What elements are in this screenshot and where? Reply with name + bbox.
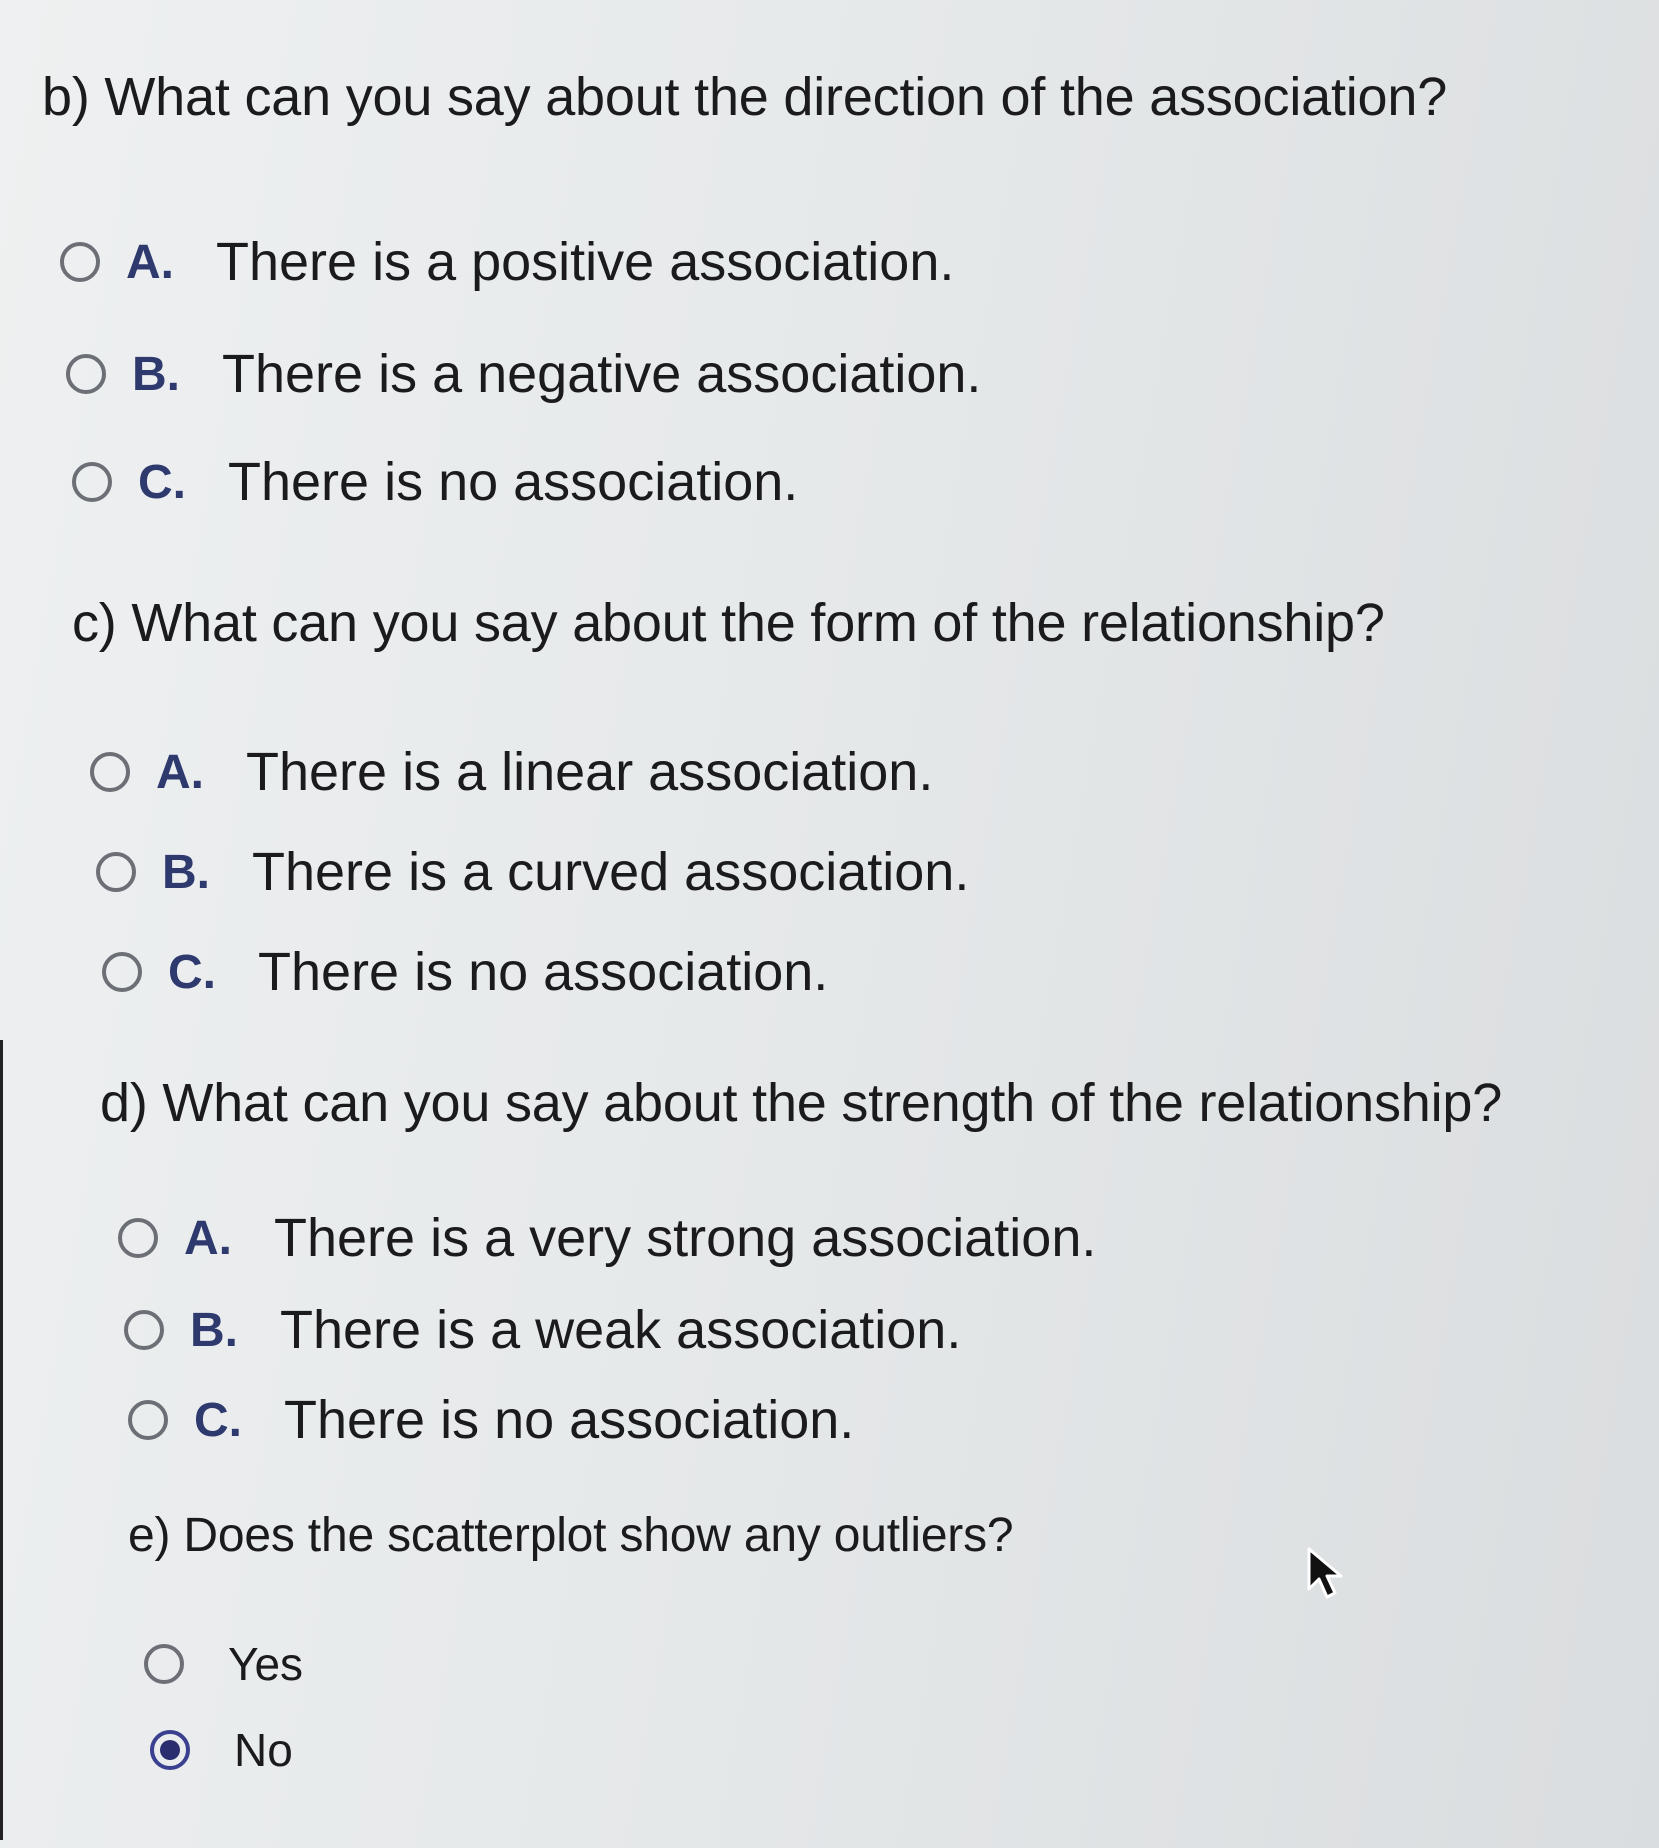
question-d-prompt: d) What can you say about the strength of the relationship? xyxy=(100,1073,1503,1133)
question-e-prompt: e) Does the scatterplot show any outliers? xyxy=(128,1509,1014,1562)
question-d-option-a[interactable] xyxy=(118,1208,1096,1268)
arrow-cursor-icon xyxy=(1305,1545,1353,1601)
option-text: Yes xyxy=(228,1638,304,1690)
option-text: There is a negative association. xyxy=(222,344,982,404)
option-letter: C. xyxy=(138,455,186,509)
option-letter: A. xyxy=(126,235,174,289)
question-c-option-b[interactable] xyxy=(96,842,969,902)
option-text: There is a weak association. xyxy=(280,1300,962,1360)
option-text: There is no association. xyxy=(284,1390,855,1450)
radio-button-selected[interactable] xyxy=(150,1730,190,1770)
radio-button[interactable] xyxy=(102,952,142,992)
question-b-option-c[interactable] xyxy=(72,452,798,512)
option-text: There is no association. xyxy=(258,942,829,1002)
question-e-option-no[interactable] xyxy=(150,1720,293,1780)
option-text: There is a very strong association. xyxy=(274,1208,1097,1268)
question-d-option-b[interactable] xyxy=(124,1300,961,1360)
option-letter: B. xyxy=(132,347,180,401)
option-letter: C. xyxy=(168,945,216,999)
option-letter: B. xyxy=(162,845,210,899)
option-letter: B. xyxy=(190,1303,238,1357)
question-c-option-c[interactable] xyxy=(102,942,828,1002)
option-text: There is a positive association. xyxy=(216,232,955,292)
radio-button[interactable] xyxy=(72,462,112,502)
radio-button[interactable] xyxy=(144,1644,184,1684)
option-letter: A. xyxy=(156,745,204,799)
option-letter: C. xyxy=(194,1393,242,1447)
question-b-option-b[interactable] xyxy=(66,344,981,404)
question-c-option-a[interactable] xyxy=(90,742,933,802)
option-text: No xyxy=(234,1724,293,1776)
option-text: There is a linear association. xyxy=(246,742,934,802)
radio-button[interactable] xyxy=(118,1218,158,1258)
radio-button[interactable] xyxy=(66,354,106,394)
question-b-option-a[interactable] xyxy=(60,232,954,292)
option-letter: A. xyxy=(184,1211,232,1265)
radio-button[interactable] xyxy=(90,752,130,792)
radio-button[interactable] xyxy=(60,242,100,282)
question-e-option-yes[interactable] xyxy=(144,1634,303,1694)
radio-button[interactable] xyxy=(96,852,136,892)
question-c-prompt: c) What can you say about the form of the relationship? xyxy=(72,593,1385,653)
radio-button[interactable] xyxy=(124,1310,164,1350)
question-d-option-c[interactable] xyxy=(128,1390,854,1450)
question-b-prompt: b) What can you say about the direction of the association? xyxy=(42,67,1448,127)
radio-button[interactable] xyxy=(128,1400,168,1440)
option-text: There is a curved association. xyxy=(252,842,970,902)
screen-edge xyxy=(0,1040,3,1840)
option-text: There is no association. xyxy=(228,452,799,512)
